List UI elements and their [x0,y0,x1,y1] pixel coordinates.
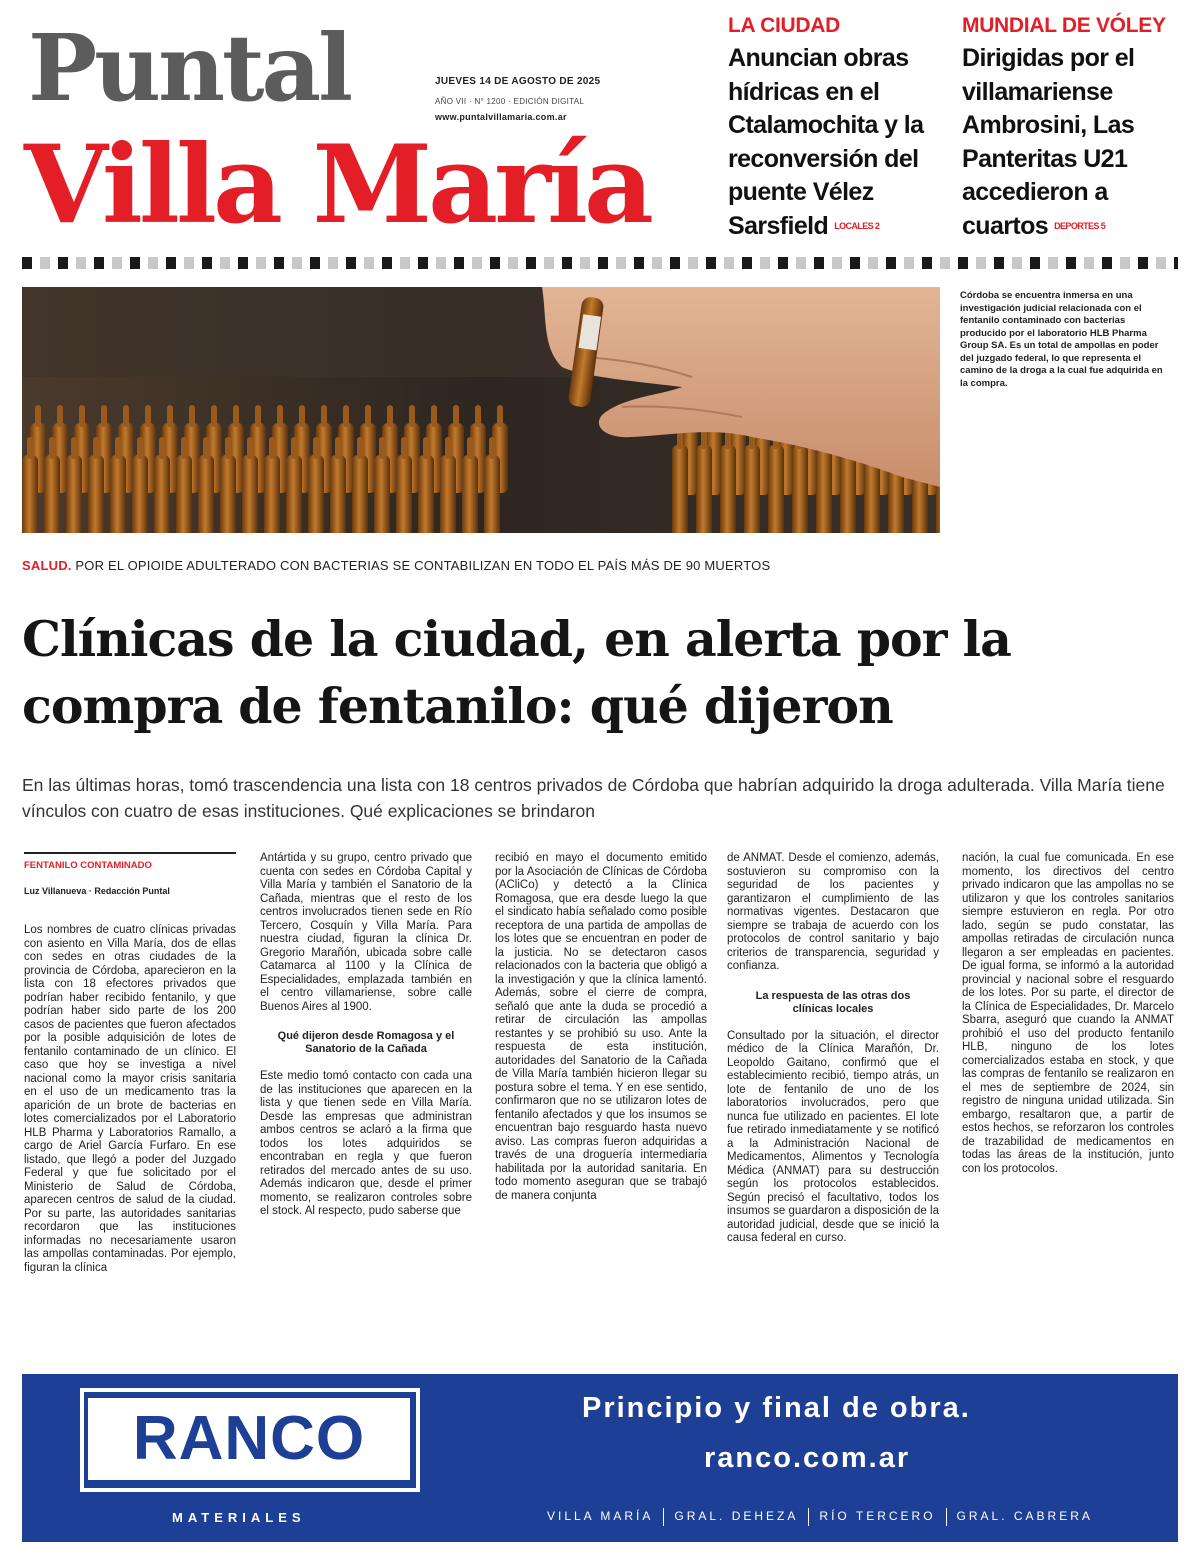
ampoule-neck-shape [431,405,437,427]
ampoule-shape [264,455,280,533]
ampoule-shape [22,455,38,533]
section-line [22,558,1172,573]
ampoule-shape [396,455,412,533]
ampoule-shape [44,455,60,533]
article-text: Los nombres de cuatro clínicas privadas con asiento en Villa María, dos de ellas con sedes en otras ciudades de la provincia de Córdoba, aparecieron en la lista con 18 efectores privados que podrían haber recibido fentanilo, y que podrían haber sido parte de los 200 casos de pacientes que fueron afectados por la posible adquisición de lotes de fentanilo contaminado de un clínico. El caso que hoy se investiga a nivel nacional como la mayor crisis sanitaria en el uso de un medicamento tras la aparición de un brote de bacterias en lotes comercializados por el Laboratorio HLB Pharma y Laboratorios Ramallo, a cargo de Ariel García Furfaro. En ese listado, que llegó a poder del Juzgado Federal y que fue solicitado por el Ministerio de Salud de Córdoba, aparecen centros de salud de la ciudad. Por su parte, las autoridades sanitarias recordaron que las instituciones informadas no necesariamente usaron las ampollas contaminadas. Por ejemplo, figuran la clínica [24,924,236,1274]
masthead-divider [22,257,1178,269]
article-text: de ANMAT. Desde el comienzo, además, sostuvieron su compromiso con la seguridad de los pacientes y garantizaron el cumplimiento de las normativas vigentes. Destacaron que siempre se trabaja de acuerdo con los protocolos de control sanitario y bajo criterios de transparencia, seguridad y confianza. [727,852,939,972]
ampoule-neck-shape [167,405,173,427]
ampoule-shape [154,455,170,533]
teaser-headline[interactable]: Anuncian obras hídricas en el Ctalamochita y la reconversión del puente Vélez Sarsfield LOCALES 2 [728,44,924,240]
article-subhead: La respuesta de las otras dos clínicas locales [755,989,911,1015]
ampoule-shape [66,455,82,533]
ranco-ad[interactable] [22,1374,1178,1542]
article-column-1 [24,852,236,1330]
ampoule-neck-shape [115,437,121,459]
article-text: Consultado por la situación, el director médico de la Clínica Marañón, Dr. Leopoldo Gaitano, confirmó que el establecimiento recibió, tiempo atrás, un lote de fentanilo de uno de los laboratorios involucrados, pero que nunca fue utilizado en pacientes. El lote fue retirado inmediatamente y se notificó a la Administración Nacional de Medicamentos, Alimentos y Tecnología Médica (ANMAT) para su destrucción según los protocolos establecidos. Según precisó el facultativo, todos los insumos se guardaron a disposición de la autoridad judicial, desde que se inició la causa federal en curso. [727,1029,939,1244]
ampoule-neck-shape [453,405,459,427]
ampoule-neck-shape [189,405,195,427]
ampoule-neck-shape [27,437,33,459]
article-column-4 [727,852,939,1330]
masthead-title-top: Puntal [28,14,351,122]
section-label: SALUD. [22,558,72,573]
ampoule-neck-shape [145,405,151,427]
ampoule-shape [768,445,784,533]
ampoule-neck-shape [343,405,349,427]
ampoule-neck-shape [277,405,283,427]
branch-separator [663,1508,664,1526]
ad-branch: VILLA MARÍA [547,1509,654,1524]
ampoule-neck-shape [497,405,503,427]
ampoule-shape [352,455,368,533]
ampoule-shape [440,455,456,533]
ampoule-shape [330,455,346,533]
ampoule-neck-shape [35,405,41,427]
article-text: Este medio tomó contacto con cada una de las instituciones que aparecen en la lista y que tienen sede en Villa María. Desde las empresas que administran ambos centros se aclaró a la firma que todos los lotes adquiridos se encontraban en regla y que fueron retirados del mercado antes de su uso. Además indicaron que, desde el primer momento, se realizaron controles sobre el stock. Al respecto, pudo saberse que [260,1070,472,1217]
story-deck: En las últimas horas, tomó trascendencia una lista con 18 centros privados de Córdoba que habrían adquirido la droga adulterada. Villa María tiene vínculos con cuatro de esas instituciones. Qué explicaciones se brindaron [22,775,1165,821]
ranco-logo-subtitle: MATERIALES [172,1510,306,1525]
ampoule-neck-shape [123,405,129,427]
ad-slogan: Principio y final de obra. [582,1392,971,1424]
ampoule-shape [792,445,808,533]
ad-url[interactable]: ranco.com.ar [704,1442,911,1474]
article-column-3 [495,852,707,1330]
article-text: recibió en mayo el documento emitido por la Asociación de Clínicas de Córdoba (ACliCo) y detectó a la Clínica Romagosa, que era desde luego la que el sindicato había señalado como posible receptora de una partida de ampollas de los lotes que se encuentran en poder de la justicia. No se detectaron casos relacionados con la bacteria que obligó a la investigación y que la clínica lamentó. Además, sobre el cierre de compra, señaló que ante la duda se procedió a retirar de circulación las ampollas restantes y se prohibió su uso. Ante la respuesta de esta institución, autoridades del Sanatorio de la Cañada de Villa María también hicieron llegar su postura sobre el tema. Y en ese sentido, confirmaron que no se utilizaron lotes de fentanilo afectados y que los insumos se encuentran bajo resguardo hasta nuevo aviso. Las compras fueron adquiridas a través de una droguería intermediaria habilitada por la autoridad sanitaria. En todo momento aseguran que se trabajó de manera conjunta [495,852,707,1202]
ampoule-neck-shape [365,405,371,427]
ampoule-shape [672,445,688,533]
branch-separator [808,1508,809,1526]
ampoule-shape [696,445,712,533]
article-text: nación, la cual fue comunicada. En ese momento, los directivos del centro privado indicaron que las ampollas no se utilizaron y que los controles sanitarios siempre estuvieron en regla. Por otro lado, según se pudo constatar, las ampollas retiradas de circulación nunca llegaron a ser empleadas en pacientes. De igual forma, se informó a la autoridad provincial y nacional sobre el resguardo de los lotes. Por su parte, el director de la Clínica de Especialidades, Dr. Marcelo Sbarra, aseguró que cuando la ANMAT prohibió el uso del producto fentanilo HLB, ninguno de los lotes comercializados estaba en stock, y que las compras de fentanilo se realizaron en el mes de septiembre de 2024, sin registro de ninguna unidad utilizada. Sin embargo, resaltaron que, a partir de estos hechos, se reforzaron los controles de trazabilidad de medicamentos en todas las áreas de la institución, junto con los protocolos. [962,852,1174,1175]
ampoule-neck-shape [233,405,239,427]
ampoule-shape [816,445,832,533]
teaser-page-ref: LOCALES 2 [834,221,880,232]
teaser-page-ref: DEPORTES 5 [1054,221,1106,232]
ampoule-neck-shape [255,405,261,427]
ampoule-shape [418,455,434,533]
ampoule-shape [220,455,236,533]
ampoule-neck-shape [357,437,363,459]
ampoule-neck-shape [49,437,55,459]
ampoule-neck-shape [181,437,187,459]
ranco-logo: RANCO [88,1398,410,1480]
ad-branch: GRAL. DEHEZA [674,1509,799,1524]
teaser-kicker: MUNDIAL DE VÓLEY [962,14,1166,37]
masthead-edition: AÑO VII · N° 1200 · EDICIÓN DIGITAL [435,97,585,106]
section-summary: POR EL OPIOIDE ADULTERADO CON BACTERIAS SE CONTABILIZAN EN TODO EL PAÍS MÁS DE 90 MUERTOS [75,558,771,573]
ampoule-neck-shape [313,437,319,459]
ampoule-neck-shape [489,437,495,459]
article-column-5 [962,852,1174,1330]
ampoule-shape [374,455,390,533]
ampoule-neck-shape [335,437,341,459]
ampoule-neck-shape [137,437,143,459]
ampoule-neck-shape [225,437,231,459]
ampoule-shape [484,455,500,533]
ampoule-neck-shape [159,437,165,459]
ampoule-neck-shape [79,405,85,427]
ampoule-neck-shape [291,437,297,459]
ampoule-shape [88,455,104,533]
ampoule-neck-shape [71,437,77,459]
ampoule-neck-shape [475,405,481,427]
ampoule-shape [242,455,258,533]
lead-photo [22,287,940,533]
ampoule-neck-shape [379,437,385,459]
ampoule-neck-shape [57,405,63,427]
teaser-headline[interactable]: Dirigidas por el villamariense Ambrosini, Las Panteritas U21 accedieron a cuartos DEPORTES 5 [962,44,1135,240]
ampoule-shape [198,455,214,533]
branch-separator [946,1508,947,1526]
ampoule-shape [462,455,478,533]
article-byline: Luz Villanueva · Redacción Puntal [24,885,170,896]
ampoule-neck-shape [211,405,217,427]
masthead-title-bottom: Villa María [24,122,650,248]
ampoule-neck-shape [93,437,99,459]
ampoule-shape [176,455,192,533]
ampoule-shape [308,455,324,533]
ampoule-neck-shape [445,437,451,459]
ampoule-neck-shape [387,405,393,427]
ad-branch: RÍO TERCERO [819,1509,936,1524]
photo-caption: Córdoba se encuentra inmersa en una investigación judicial relacionada con el fentanilo contaminado con bacterias producido por el laboratorio HLB Pharma Group SA. Es un total de ampollas en poder del juzgado federal, lo que representa el camino de la droga a la cual fue adquirida en la compra. [960,290,1163,389]
teaser-ciudad[interactable] [728,14,946,244]
masthead-date: JUEVES 14 DE AGOSTO DE 2025 [435,76,601,87]
ampoule-neck-shape [409,405,415,427]
main-headline[interactable]: Clínicas de la ciudad, en alerta por la compra de fentanilo: qué dijeron [22,610,1011,735]
ampoule-shape [286,455,302,533]
ampoule-neck-shape [299,405,305,427]
ad-branches [547,1508,1093,1526]
ampoule-neck-shape [269,437,275,459]
article-kicker: FENTANILO CONTAMINADO [24,852,236,873]
ampoule-shape [132,455,148,533]
masthead-website[interactable]: www.puntalvillamaria.com.ar [435,112,567,122]
article-column-2 [260,852,472,1330]
article-subhead: Qué dijeron desde Romagosa y el Sanatorio de la Cañada [277,1030,455,1055]
ampoule-neck-shape [247,437,253,459]
ampoule-shape [110,455,126,533]
ampoule-neck-shape [423,437,429,459]
ampoule-shape [744,445,760,533]
ampoule-neck-shape [321,405,327,427]
ampoule-shape [720,445,736,533]
ampoule-neck-shape [401,437,407,459]
ampoule-neck-shape [203,437,209,459]
teaser-kicker: LA CIUDAD [728,14,841,37]
ad-branch: GRAL. CABRERA [956,1509,1093,1524]
ampoule-neck-shape [467,437,473,459]
article-text: Antártida y su grupo, centro privado que cuenta con sedes en Córdoba Capital y Villa María y también el Sanatorio de la Cañada, mientras que el resto de los centros involucrados tienen sede en Río Tercero, Cosquín y Villa María. Para nuestra ciudad, figuran la clínica Dr. Gregorio Marañón, ubicada sobre calle Catamarca al 1100 y la Clínica de Especialidades, emplazada también en el centro villamariense, sobre calle Buenos Aires al 1900. [260,852,472,1013]
ampoule-neck-shape [101,405,107,427]
teaser-voley[interactable] [962,14,1182,244]
